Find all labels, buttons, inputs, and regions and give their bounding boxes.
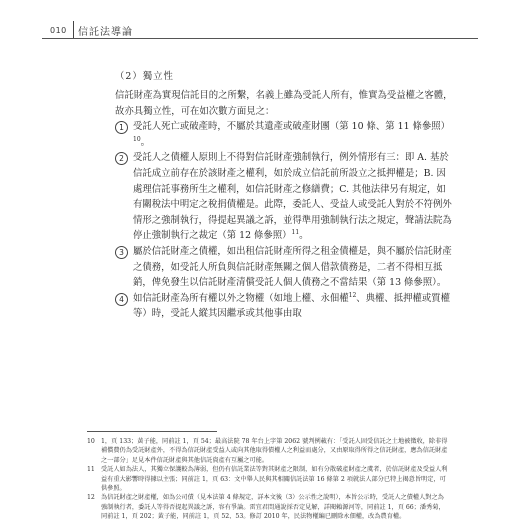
- footnote-ref: 12: [348, 291, 357, 299]
- list-item-text: 受託人之債權人原則上不得對信託財產強制執行，例外情形有三：即 A. 基於信託成立前存在於該財產之權利，如於成立信託前所設立之抵押權是；B. 因處理信託事務所生之權利，如信託財產之修繕費；C. 其他法律另有規定，如有關稅法中明定之稅捐債權是。此際，委託人、受益人或受託人對於不符例外情形之強制執行，得提起異議之訴，並得準用強制執行法之規定，聲請法院為停止強制執行之裁定（第 12 條參照）: [133, 152, 452, 242]
- list-item-tail: 、典權、抵押權或質權等）時，受託人縱其因繼承或其他事由取: [133, 292, 451, 320]
- list-item: [115, 150, 453, 244]
- footnote-number: 11: [87, 466, 95, 474]
- list-item-tail: 。: [140, 136, 151, 148]
- footnote: [87, 437, 449, 465]
- list-item: [115, 291, 453, 322]
- intro-paragraph: 信託財產為實現信託目的之所繫，名義上雖為受託人所有，惟實為受益權之客體，故亦具獨立性，可在如次數方面見之：: [115, 90, 453, 117]
- page-number: 010: [50, 26, 67, 35]
- list-item-text: 如信託財產為所有權以外之物權（如地上權、永佃權: [133, 292, 349, 304]
- footnote: [87, 493, 449, 521]
- footnote-number: 12: [87, 494, 95, 502]
- circled-number: 3: [115, 246, 128, 259]
- footnote: [87, 465, 449, 493]
- footnote-ref: 10: [133, 135, 141, 143]
- section-heading: （2）獨立性: [115, 71, 174, 82]
- footnote-text: 受託人如為法人，其獨立保護較為薄弱，但仍有信託業法等對其財產之限制，如有分散破產財產之虞者，於信託財產及受益人利益有重大影響時得據以主張；同前註 1，頁 63：文中舉人民與其相關信託法第 16 條第 2 項就法人部分已特上揭意旨明定，可供參照。: [101, 466, 448, 493]
- circled-number: 2: [115, 152, 128, 165]
- header-separator: [73, 21, 74, 38]
- circled-number: 1: [115, 121, 128, 134]
- footnote-number: 10: [87, 438, 95, 445]
- footnote-text: 1，頁 133；黃子能，同前註 1，頁 54；最高法院 78 年台上字第 2062 號判例載有：「受託人固受信託之土地被徵收，除非得補償費仍為受託財產外，不得為信託財產受益人或向其他取得債權人之利益而處分，又由原取得所得之信託財產，應為信託財產之一部分」足見本件信託財產與其他信託資產有互屬之可能。: [101, 438, 448, 464]
- numbered-list: [115, 119, 453, 322]
- header-rule: [42, 38, 478, 39]
- list-item-tail: 。: [299, 230, 309, 242]
- list-item-text: 屬於信託財產之債權，如出租信託財產所得之租金債權是，與不屬於信託財產之債務，如受託人所負與信託財產無關之個人借款債務是，二者不得相互抵銷，俾免發生以信託財產清償受託人個人債務之不當結果（第 13 條參照）。: [133, 245, 452, 289]
- footnote-rule: [87, 431, 217, 432]
- book-title: 信託法導論: [78, 27, 133, 38]
- list-item: [115, 244, 453, 291]
- body-text: [115, 88, 453, 322]
- footnote-text: 為信託財產之財產權，如為公司債（見本法第 4 條規定，詳本文後（3）公示性之說明），本旨公示時，受託人之債權人對之為強制執行者，委託人等得否提起異議之訴，容有爭論。雷宜君問通說採否定見解，詳閱賴源河等，同前註 1，頁 66；潘秀菊，同前註 1，頁 202；黃子能，同前註 1，頁 52、53。修訂 2010 年，民法物權編已刪除永佃權，改為農育權。: [101, 494, 445, 521]
- page-header: [42, 12, 478, 38]
- list-item: [115, 119, 453, 150]
- footnotes: [87, 437, 449, 522]
- circled-number: 4: [115, 293, 128, 306]
- footnote-ref: 11: [291, 229, 300, 237]
- list-item-text: 受託人死亡或破產時，不屬於其遺產或破產財團（第 10 條、第 11 條參照）: [133, 121, 451, 133]
